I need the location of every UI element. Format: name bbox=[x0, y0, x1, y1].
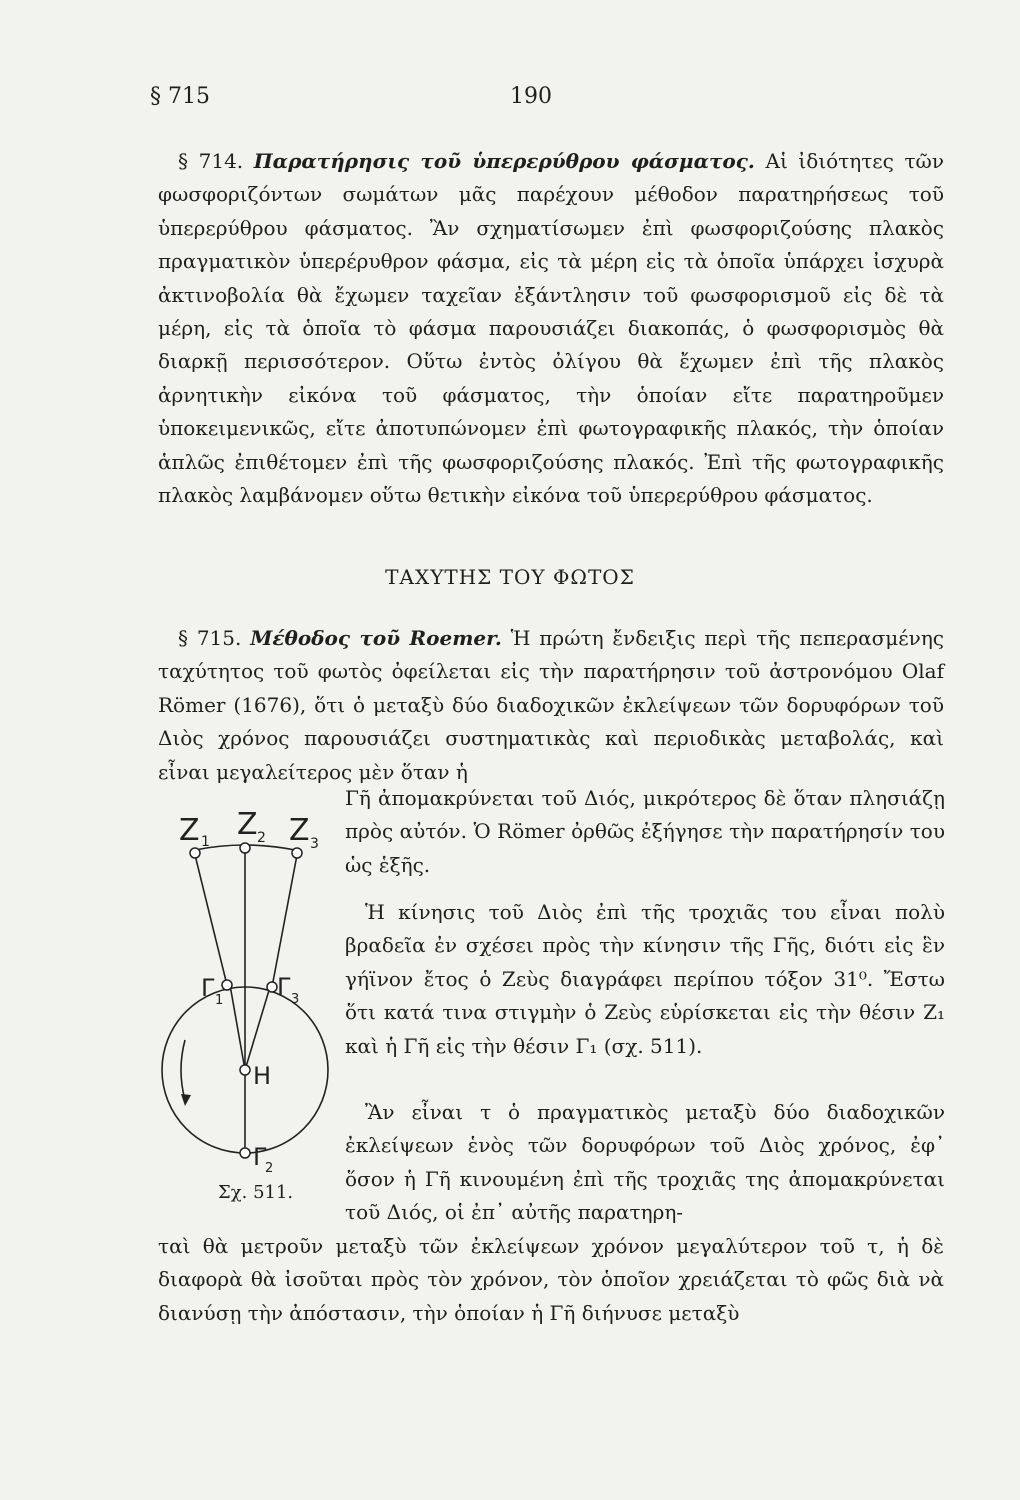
para-714-body: Αἱ ἰδιότητες τῶν φωσφοριζόντων σωμάτων μᾶς παρέχουν μέθοδον παρατηρήσεως τοῦ ὑπερερύθρου φάσματος. Ἂν σχηματίσωμεν ἐπὶ φωσφοριζούσης πλακὸς πραγματικὸν ὑπερέρυθρον φάσμα, εἰς τὰ μέρη εἰς τὰ ὁποῖα ὑπάρχει ἰσχυρὰ ἀκτινοβολία θὰ ἔχωμεν ταχεῖαν ἐξάντλησιν τοῦ φωσφορισμοῦ εἰς δὲ τὰ μέρη, εἰς τὰ ὁποῖα τὸ φάσμα παρουσιάζει διακοπάς, ὁ φωσφορισμὸς θὰ διαρκῇ περισσότερον. Οὕτω ἐντὸς ὀλίγου θὰ ἔχωμεν ἐπὶ τῆς πλακὸς ἀρνητικὴν εἰκόνα τοῦ φάσματος, τὴν ὁποίαν εἴτε παρατηροῦμεν ὑποκειμενικῶς, εἴτε ἀποτυπώνομεν ἐπὶ φωτογραφικῆς πλακός, τὴν ὁποίαν ἁπλῶς ἐπιθέτομεν ἐπὶ τῆς φωσφοριζούσης πλακός. Ἐπὶ τῆς φωτογραφικῆς πλακὸς λαμβάνομεν οὕτω θετικὴν εἰκόνα τοῦ ὑπερερύθρου φάσματος. bbox=[158, 149, 945, 508]
point-z3 bbox=[292, 848, 302, 858]
label-g2-sub: 2 bbox=[265, 1161, 274, 1176]
point-g2 bbox=[240, 1148, 250, 1158]
para-715-number: § 715. bbox=[178, 626, 242, 650]
header-section: § 715 bbox=[150, 84, 210, 109]
para-714-number: § 714. bbox=[178, 149, 244, 173]
label-z1-sub: 1 bbox=[201, 834, 210, 850]
page-number: 190 bbox=[510, 84, 552, 109]
para-jupiter-body: Ἡ κίνησις τοῦ Διὸς ἐπὶ τῆς τροχιᾶς του εἶναι πολὺ βραδεῖα ἐν σχέσει πρὸς τὴν κίνησιν τῆς Γῆς, διότι εἰς ἓν γήϊνον ἔτος ὁ Ζεὺς διαγράφει περίπου τόξον 31⁰. Ἔστω ὅτι κατά τινα στιγμὴν ὁ Ζεὺς εὑρίσκεται εἰς τὴν θέσιν Ζ₁ καὶ ἡ Γῆ εἰς τὴν θέσιν Γ₁ (σχ. 511). bbox=[345, 900, 945, 1058]
label-g3-sub: 3 bbox=[291, 992, 300, 1007]
label-h: H bbox=[253, 1062, 272, 1090]
line-g3-h bbox=[245, 987, 270, 1070]
paragraph-eclipse-timing-continued: ταὶ θὰ μετροῦν μεταξὺ τῶν ἐκλείψεων χρόνον μεγαλύτερον τοῦ τ, ἡ δὲ διαφορὰ θὰ ἰσοῦται πρὸς τὸν χρόνον, τὸν ὁποῖον χρειάζεται τὸ φῶς διὰ νὰ διανύσῃ τὴν ἀπόστασιν, τὴν ὁποίαν ἡ Γῆ διήνυσε μεταξὺ bbox=[158, 1234, 944, 1325]
label-g1-sub: 1 bbox=[215, 993, 224, 1008]
paragraph-715 bbox=[158, 622, 944, 789]
para-714-title: Παρατήρησις τοῦ ὑπερερύθρου φάσματος. bbox=[253, 149, 755, 173]
label-z2-sub: 2 bbox=[257, 830, 266, 846]
label-z3: Z bbox=[289, 813, 310, 848]
figure-511-diagram bbox=[155, 800, 350, 1220]
arrow-head-icon bbox=[181, 1094, 191, 1106]
para-715-title: Μέθοδος τοῦ Roemer. bbox=[250, 626, 502, 650]
paragraph-eclipse-timing bbox=[345, 1096, 945, 1230]
point-z1 bbox=[190, 848, 200, 858]
paragraph-715-continued: Γῆ ἀπομακρύνεται τοῦ Διός, μικρότερος δὲ ὅταν πλησιάζῃ πρὸς αὐτόν. Ὁ Römer ὀρθῶς ἐξήγησε τὴν παρατήρησίν του ὡς ἑξῆς. bbox=[345, 786, 945, 877]
label-g1: Γ bbox=[201, 974, 215, 1002]
label-z1: Z bbox=[179, 813, 200, 848]
point-g3 bbox=[267, 982, 277, 992]
line-g1-h bbox=[230, 985, 245, 1070]
line-z1-g1 bbox=[195, 855, 227, 985]
line-z3-g3 bbox=[272, 855, 297, 987]
paragraph-jupiter-motion bbox=[345, 896, 945, 1063]
section-heading: ΤΑΧΥΤΗΣ ΤΟΥ ΦΩΤΟΣ bbox=[385, 565, 635, 589]
point-z2 bbox=[240, 843, 250, 853]
label-z2: Z bbox=[237, 807, 258, 842]
orbit-direction-arrow bbox=[181, 1040, 185, 1100]
figure-caption: Σχ. 511. bbox=[218, 1182, 294, 1203]
label-g3: Γ bbox=[277, 973, 291, 1001]
point-h bbox=[240, 1065, 250, 1075]
paragraph-714 bbox=[158, 145, 944, 512]
label-z3-sub: 3 bbox=[310, 836, 319, 852]
para-715-body: Ἡ πρώτη ἔνδειξις περὶ τῆς πεπερασμένης ταχύτητος τοῦ φωτὸς ὀφείλεται εἰς τὴν παρατήρησιν τοῦ ἀστρονόμου Olaf Römer (1676), ὅτι ὁ μεταξὺ δύο διαδοχικῶν ἐκλείψεων τῶν δορυφόρων τοῦ Διὸς χρόνος παρουσιάζει συστηματικὰς καὶ περιοδικὰς μεταβολάς, καὶ εἶναι μεγαλείτερος μὲν ὅταν ἡ bbox=[158, 626, 945, 784]
label-g2: Γ bbox=[253, 1143, 267, 1171]
point-g1 bbox=[222, 980, 232, 990]
para-eclipse-body: Ἂν εἶναι τ ὁ πραγματικὸς μεταξὺ δύο διαδοχικῶν ἐκλείψεων ἑνὸς τῶν δορυφόρων τοῦ Διὸς χρόνος, ἐφ᾽ ὅσον ἡ Γῆ κινουμένη ἐπὶ τῆς τροχιᾶς της ἀπομακρύνεται τοῦ Διός, οἱ ἐπ᾽ αὐτῆς παρατηρη- bbox=[345, 1100, 945, 1225]
page-header bbox=[150, 84, 950, 114]
